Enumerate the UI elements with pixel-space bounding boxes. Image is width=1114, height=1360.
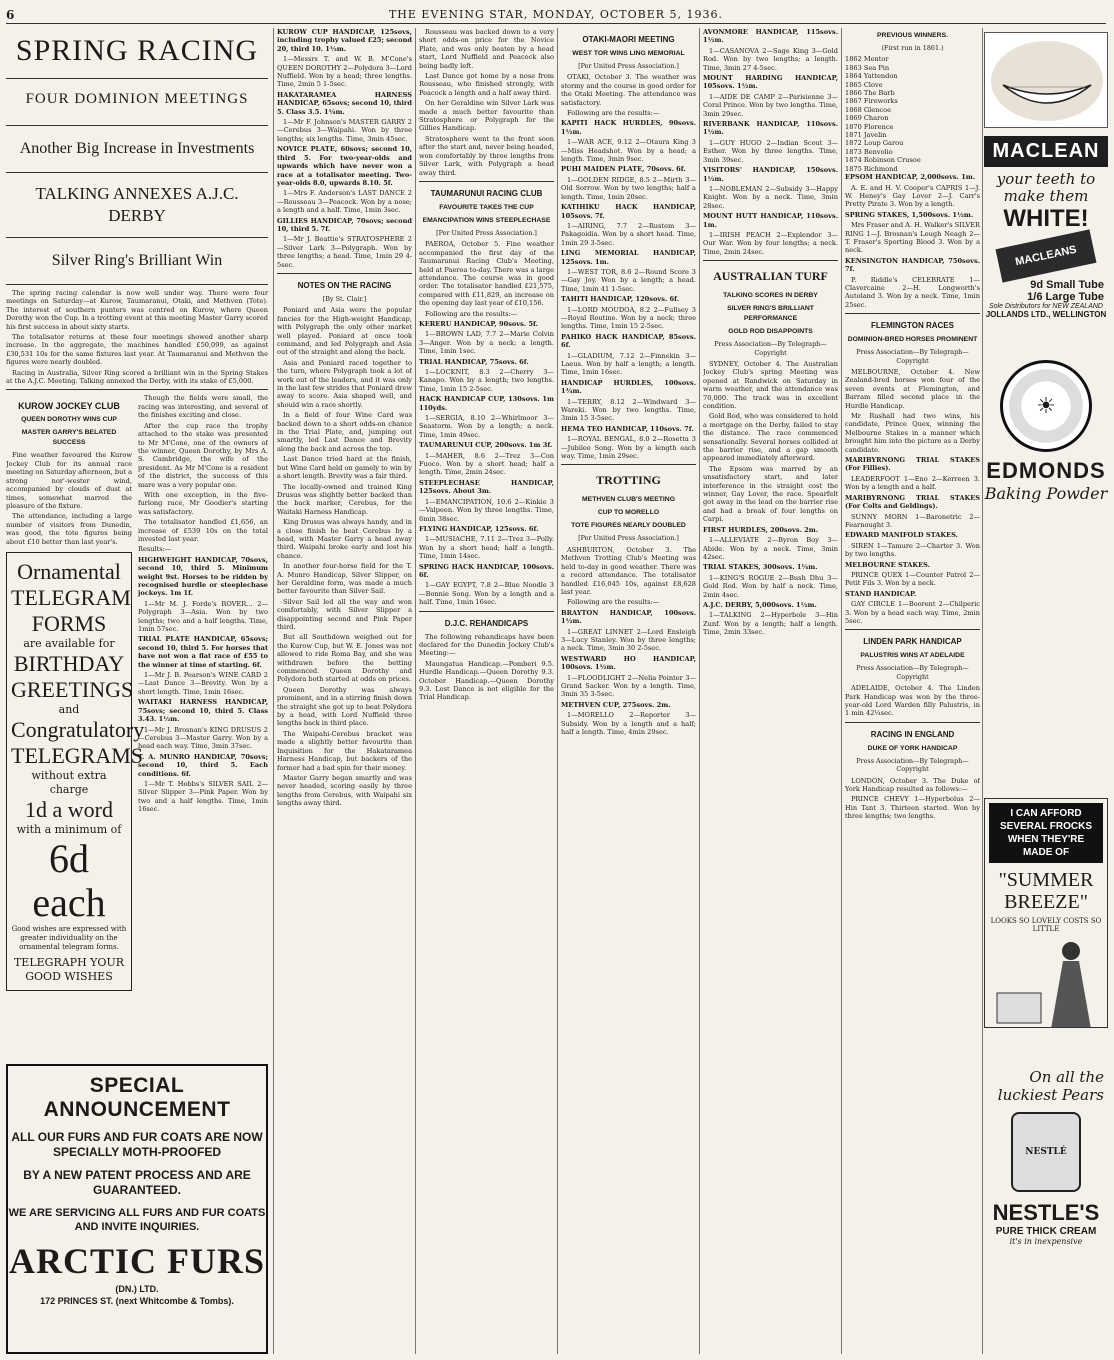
article-paragraph: But all Southdown weighed out for the Kurow Cup, but W. E. Jones was not allowed to ride Roma Bay, and she was withdrawn before the betting commenced. Queen Dorothy and Polydora both started at odds on prices. [277, 633, 412, 684]
results-label: Following are the results:— [425, 309, 518, 318]
lead-headline: SPRING RACING [15, 34, 259, 67]
lead-paragraph: The spring racing calendar is now well under way. There were four meetings on Saturday—at Kurow, Taumaranui, Otaki, and Methven (Tote). The interest of southern punters was centred on Kurow, where Queen Dorothy won the Cup. In a trotting event at this meeting Master Garry scored his first success in about sixty starts. [6, 289, 268, 331]
result-line: 1—Mr J. B. Pearson's WINE CARD 2—Last Dance 3—Brevity. Won by a short length. Time, 1min 16sec. [138, 671, 268, 696]
press-credit: Press Association—By Telegraph—Copyright [714, 340, 827, 357]
article-paragraph: Stratosphere went to the front soon after the start and, never being headed, won comfortably by three lengths from Silver Lark, with Polygraph a head away third. [419, 134, 554, 177]
result-line: LEADERFOOT 1—Eno 2—Kerreen 3. Won by a length and a half. [845, 474, 980, 492]
race-result: MARIBYRNONG TRIAL STAKES (For Fillies). [845, 456, 980, 473]
result-line: 1—WAR ACE, 9.12 2—Otaura King 3—Miss Headshot. Won by a head; a length. Time, 3min 9sec. [561, 138, 696, 164]
summer-breeze-brand: "SUMMER BREEZE" [998, 869, 1094, 913]
article-paragraph: Gold Rod, who was considered to hold a mortgage on the Derby, failed to stay the distance. The race commenced sensationally. Several horses collided at the barrier rise, and a gap smooth appeared immediately afterward. [703, 412, 838, 463]
trotting-subhead: TOTE FIGURES NEARLY DOUBLED [571, 522, 686, 530]
article-paragraph: Fine weather favoured the Kurow Jockey Club for its annual race meeting on Saturday afternoon, but a strong nor'-wester wind, accompanied by clouds of dust at times, somewhat marred the pleasure of the fixture. [6, 451, 133, 510]
maclean-distributor-name: JOLLANDS LTD., WELLINGTON [985, 310, 1107, 319]
previous-winners-sub: (First run in 1861.) [881, 44, 944, 52]
article-paragraph: PAEROA, October 5. Fine weather accompanied the first day of the Taumarunui Racing Club's Meeting, held at Paeroa to-day. There was a large attendance. The course was in good order. The totalisator handled £21,575, compared with £11,829, an increase on the opening day last year of £10,156. [419, 240, 554, 308]
telegram-ad-congrats: Congratulatory TELEGRAMS [11, 716, 145, 768]
article-paragraph: After the cup race the trophy attached to the stake was presented to Mr M'Cone, one of the owners of the winner, Queen Dorothy, by Mrs A. S. Cambridge, the wife of the president. As Mr M'Cone is a resident of the district, the success of this mare was a very popular one. [138, 421, 268, 489]
article-paragraph: The totalisator handled £1,656, an increase of £539 10s on the total invested last year. [138, 518, 268, 543]
article-paragraph: The attendance, including a large number of visitors from Dunedin, was good, the tote figures being about £10 better than last year's. [6, 512, 132, 546]
column-5 [703, 28, 838, 1354]
race-result: WAITAKI HARNESS HANDICAP, 75sovs; second 10, third 5. Class 3.43. 1½m. [138, 698, 268, 724]
result-line: 1—Mr M. J. Forde's ROVER... 2—Polygraph 3—Asia. Won by two lengths; two and a half lengths. Time, 1min 57sec. [138, 599, 268, 634]
race-result: TRIAL PLATE HANDICAP, 65sovs; second 10, third 5. For horses that have not won a flat race of £55 to the winner at time of starting. 6f. [138, 635, 268, 669]
flemington-subhead: DOMINION-BRED HORSES PROMINENT [847, 336, 978, 344]
special-ad-address: 172 PRINCES ST. (next Whitcombe & Tombs). [40, 1296, 234, 1306]
previous-winner-row: 1875 Richmond [845, 164, 898, 173]
result-line: 1—GUY HUGO 2—Indian Scout 3—Esther. Won by three lengths. Time, 3min 39sec. [703, 138, 838, 164]
kurow-subhead: MASTER GARRY'S BELATED SUCCESS [21, 429, 117, 447]
summer-breeze-ad [984, 798, 1108, 1028]
article-paragraph: Master Garry began smartly and was never headed, scoring easily by three lengths from Cerebus, with Waipahi six lengths away third. [277, 773, 412, 808]
press-credit: Press Association—By Telegraph—Copyright [856, 756, 969, 774]
smiling-face-icon [985, 33, 1108, 128]
previous-winner-row: 1872 Loup Garou [845, 139, 904, 148]
kurow-subhead: QUEEN DOROTHY WINS CUP [21, 416, 117, 424]
maclean-white: WHITE! [1003, 205, 1089, 232]
result-line: 1—GLADIUM, 7.12 2—Finnekin 3—Laeus. Won by half a length; a length. Time, 1min 16sec. [561, 351, 696, 377]
column-rule [273, 28, 274, 1354]
result-line: 1—CASANOVA 2—Sage King 3—Gold Rod. Won by two lengths; a length. Time, 3min 27 4-5sec. [703, 46, 838, 72]
nestle-brand: NESTLE'S [992, 1200, 1100, 1225]
result-line: 1—BROWN LAD, 7.7 2—Marie Colvin 3—Anger. Won by a neck; a length. Time, 1min 1sec. [419, 330, 554, 356]
nestle-product: PURE THICK CREAM [995, 1226, 1097, 1237]
result-line: 1—Mr J. Brosnan's KING DRUSUS 2—Cerebus 3—Master Garry. Won by a head each way. Time, 3min 37sec. [138, 725, 268, 751]
race-result: TAHITI HANDICAP, 120sovs. 6f. [561, 295, 679, 304]
race-result: EDWARD MANIFOLD STAKES. [845, 531, 958, 540]
column-1 [6, 28, 268, 1058]
maclean-price: 1/6 Large Tube [1027, 291, 1104, 303]
race-result: STAND HANDICAP. [845, 589, 917, 598]
australian-turf-heading: AUSTRALIAN TURF [713, 269, 828, 284]
article-paragraph: ADELAIDE, October 4. The Linden Park Handicap was won by the three-year-old Lord Warden filly Palustris, in 1 min 42¼sec. [845, 684, 980, 718]
race-result: KATIHIKU HACK HANDICAP, 105sovs. 7f. [561, 203, 696, 220]
race-result: STEEPLECHASE HANDICAP, 125sovs. About 3m. [419, 478, 554, 496]
race-result: TAUMARUNUI CUP, 200sovs. 1m 3f. [419, 441, 553, 450]
linden-subhead: PALUSTRIS WINS AT ADELAIDE [860, 652, 965, 660]
result-line: 1—Mrs F. Anderson's LAST DANCE 2—Rousseau 3—Peacock. Won by a nose; a length and a half. Time, 1min 3sec. [277, 189, 412, 215]
result-line: 1—Mr T. Hobbs's SILVER SAIL 2—Silver Slipper 3—Pink Paper. Won by two and a half lengths. Time, 1min 16sec. [138, 779, 268, 814]
taumarunui-subhead: FAVOURITE TAKES THE CUP [439, 203, 534, 211]
article-paragraph: In a field of four Wine Card was backed down to a short odds-on chance in the Trial Plate, and, jumping out smartly, led Last Dance and Brevity along the back and across the top. [277, 411, 412, 453]
nestle-footer: it's in inexpensive [1009, 1237, 1083, 1246]
race-result: AVONMORE HANDICAP, 115sovs. 1½m. [703, 28, 838, 45]
masthead-title: THE EVENING STAR, MONDAY, OCTOBER 5, 1936. [388, 8, 724, 21]
article-paragraph: The following rehandicaps have been declared for the Dunedin Jockey Club's Meeting:— [419, 632, 554, 658]
race-result: SPRING STAKES, 1,500sovs. 1½m. [845, 210, 974, 219]
race-result: HANDICAP HURDLES, 100sovs. 1¾m. [561, 378, 696, 396]
divider [6, 125, 268, 126]
race-result: HIGHWEIGHT HANDICAP, 70sovs, second 10, third 5. Minimum weight 9st. Horses to be ridden by recognised hurdle or steeplechase jockeys. 1m 1f. [138, 555, 268, 598]
article-paragraph: Last Dance got home by a nose from Rousseau, who finished strongly, with Peacock a length and a half away third. [419, 72, 554, 97]
previous-winner-row: 1874 Robinson Crusoe [845, 156, 921, 165]
race-result: HEMA TEO HANDICAP, 110sovs. 7f. [561, 424, 694, 433]
press-credit: Press Association—By Telegraph—Copyright [856, 348, 969, 365]
result-line: 1—ALLEVIATE 2—Byron Boy 3—Abide. Won by a neck. Time, 3min 42sec. [703, 536, 838, 561]
result-line: 1—AIDE DE CAMP 2—Parisienne 3—Coral Prince. Won by two lengths. Time, 3min 29sec. [703, 92, 838, 118]
nestle-tagline: On all the luckiest Pears [997, 1068, 1104, 1104]
lead-paragraph: Racing in Australia, Silver Ring scored a brilliant win in the Spring Stakes at the A.J.C. Meeting. Talking annexed the Derby, with its stake of £5,000. [6, 368, 268, 386]
column-6 [845, 28, 980, 1354]
race-result: FLYING HANDICAP, 125sovs. 6f. [419, 524, 539, 533]
divider [561, 464, 696, 465]
result-line: Mrs Fraser and A. H. Walker's SILVER RING 1—J. Brosnan's Lough Neagh 2—T. Fraser's Sporting Blood 3. Won by a neck. [845, 221, 980, 255]
race-result: NOVICE PLATE, 60sovs; second 10, third 5. For two-year-olds and upwards which have never won a race at a totalisator meeting. Two-year-olds 8.0, upwards 8.10. 5f. [277, 145, 412, 187]
divider [6, 78, 268, 79]
taumarunui-subhead: EMANCIPATION WINS STEEPLECHASE [422, 216, 551, 224]
result-line: 1—EMANCIPATION, 10.6 2—Kinkie 3—Valpeen. Won by three lengths. Time, 6min 38sec. [419, 497, 554, 523]
divider [419, 181, 554, 182]
trotting-subhead: CUP TO MORELLO [597, 509, 660, 517]
previous-winner-row: 1873 Benvolio [845, 147, 893, 156]
telegram-ad-title: Ornamental TELEGRAM FORMS [11, 558, 131, 636]
previous-winner-row: 1868 Glencoe [845, 105, 891, 114]
race-result: MOUNT HUTT HANDICAP, 110sovs. 1m. [703, 212, 838, 229]
divider [6, 237, 268, 238]
smile-illustration [984, 32, 1108, 128]
article-paragraph: MELBOURNE, October 4. New Zealand-bred horses won four of the seven events at Flemington, and Barram filled second place in the Hurdle Handicap. [845, 368, 980, 410]
result-line: 1—AIRING, 7.7 2—Rustem 3—Pakagoidia. Won by a short head. Time, 1min 29 3-5sec. [561, 221, 696, 247]
race-result: KENSINGTON HANDICAP, 750sovs. 7f. [845, 256, 980, 274]
notes-heading: NOTES ON THE RACING [297, 280, 392, 290]
result-line: 1—LORD MOUDOA, 8.2 2—Fullsey 3—Royal Routine. Won by a neck; three lengths. Time, 1min 15 2-5sec. [561, 305, 696, 331]
maclean-price: 9d Small Tube [1030, 279, 1104, 291]
results-label: Results:— [138, 545, 172, 554]
result-line: 1—TALKING 2—Hyperbole 3—Hin Zunf. Won by a length; half a length. Time, 2min 33sec. [703, 611, 838, 637]
race-result: HAKATARAMEA HARNESS HANDICAP, 65sovs; second 10, third 5. Class 3.5. 1¼m. [277, 90, 412, 116]
lead-deck-1: FOUR DOMINION MEETINGS [25, 91, 249, 107]
race-result: MARIBYRNONG TRIAL STAKES (For Colts and Geldings). [845, 493, 980, 511]
press-credit: [Per United Press Association.] [436, 228, 537, 237]
column-rule [982, 28, 983, 1354]
previous-winner-row: 1866 The Barb [845, 89, 895, 98]
result-line: 1—Messrs T. and W. B. M'Cone's QUEEN DOROTHY 2—Polydora 3—Lord Nuffield. Won by a head; three lengths. Time, 2min 5 1-5sec. [277, 55, 412, 89]
result-line: 1—WEST TOR, 8.6 2—Round Score 3—Gay Joy. Won by a length; a head. Time, 1min 41 1-5sec. [561, 267, 696, 293]
divider [845, 629, 980, 630]
race-result: RIVERBANK HANDICAP, 110sovs. 1½m. [703, 120, 838, 137]
result-line: 1—MORELLO 2—Reporter 3—Subsidy. Won by a length and a half; half a length. Time, 4min 29sec. [561, 711, 696, 736]
race-result: GILLIES HANDICAP, 70sovs; second 10, third 5. 7f. [277, 216, 412, 233]
race-result: KERERU HANDICAP, 90sovs. 5f. [419, 319, 538, 328]
result-line: 1—LOCKNIT, 8.3 2—Cherry 3—Kanapo. Won by a length; two lengths. Time, 1min 15 2-5sec. [419, 368, 554, 393]
race-result: TRIAL STAKES, 300sovs. 1¼m. [703, 563, 818, 572]
race-result: T. A. MUNRO HANDICAP, 70sovs; second 10, third 5. Each conditions. 6f. [138, 752, 268, 778]
press-credit: Press Association—By Telegraph—Copyright [856, 664, 969, 681]
column-3 [419, 28, 554, 1354]
article-paragraph: Last Dance tried hard at the finish, but Wine Card held on gamely to win by a short length. Brevity was a fair third. [277, 455, 412, 481]
race-result: KUROW CUP HANDICAP, 125sovs, including trophy valued £25; second 20, third 10. 1½m. [277, 28, 412, 53]
race-result: VISITORS' HANDICAP, 150sovs. 1½m. [703, 166, 838, 183]
article-paragraph: ASHBURTON, October 3. The Methven Trotting Club's Meeting was held to-day in good weather. There was a record attendance. The totalisator handled £16,045 10s, against £8,628 last year. [561, 545, 696, 596]
england-heading: RACING IN ENGLAND [870, 729, 955, 739]
race-result: PAHIKO HACK HANDICAP, 85sovs. 6f. [561, 332, 696, 350]
previous-winner-row: 1870 Florence [845, 122, 894, 131]
race-result: MELBOURNE STAKES. [845, 560, 930, 569]
flemington-heading: FLEMINGTON RACES [871, 321, 954, 331]
race-result: METHVEN CUP, 275sovs. 2m. [561, 700, 671, 709]
race-result: SPRING HACK HANDICAP, 100sovs. 6f. [419, 562, 554, 579]
result-line: 1—ROYAL BENGAL, 8.0 2—Rosetta 3—Jubilee Song. Won by a length each way. Time, 1min 29sec. [561, 435, 696, 461]
sure-to-rise-icon: ☀ [1000, 360, 1092, 452]
summer-breeze-headline: I CAN AFFORD SEVERAL FROCKS WHEN THEY'RE MADE OF [989, 803, 1103, 863]
result-line: A. E. and H. V. Cooper's CAPRIS 1—J. W. Heney's Gay Lover 2—J. Carr's Pretty Pirate 3. Won by a length. [845, 183, 980, 209]
result-line: 1—TERRY, 8.12 2—Windward 3—Wareki. Won by two lengths. Time, 3min 15 3-5sec. [561, 397, 696, 423]
article-paragraph: Though the fields were small, the racing was interesting, and several of the finishes exciting and close. [138, 394, 268, 420]
special-ad-sub: (DN.) LTD. [115, 1284, 159, 1294]
race-result: TRIAL HANDICAP, 75sovs. 6f. [419, 357, 529, 366]
result-line: 1—FLOODLIGHT 2—Nelia Pointer 3—Grand Sacker. Won by a length. Time, 3min 35 3-5sec. [561, 673, 696, 699]
article-paragraph: On her Geraldine win Silver Lark was made a much better favourite than Stratosphere or Polygraph for the Gillies Handicap. [419, 99, 554, 133]
article-paragraph: LONDON, October 3. The Duke of York Handicap resulted as follows:— [845, 776, 980, 794]
toothpaste-tube-icon: MACLEANS [996, 229, 1097, 282]
results-label: Following are the results:— [567, 109, 660, 118]
race-result: MOUNT HARDING HANDICAP, 105sovs. 1½m. [703, 74, 838, 91]
result-line: 1—MAHER, 8.6 2—Trez 3—Con Fuoco. Won by a short head; half a length. Time, 2min 24sec. [419, 451, 554, 477]
previous-winners-list [845, 55, 980, 173]
divider [6, 172, 268, 173]
edmonds-ad [984, 360, 1108, 530]
race-result: FIRST HURDLES, 200sovs. 2m. [703, 525, 819, 534]
divider [6, 284, 268, 285]
result-line: PRINCE QUEX 1—Counter Patrol 2—Petit Fils 3. Won by a neck. [845, 570, 980, 588]
article-paragraph: The locally-owned and trained King Drusus was slightly better backed than the back marker, Cerebus, for the Waitaki Harness Handicap. [277, 482, 412, 516]
kurow-heading: KUROW JOCKEY CLUB [18, 401, 120, 412]
previous-winner-row: 1864 Yattendon [845, 72, 898, 81]
telegram-ad-text: are available for [23, 636, 115, 650]
article-paragraph: The Epsom was marred by an unsatisfactory start, and later interference in the straight cost the winner, Gay Lover, the race. Spearfelt got away in the lead on the barrier rise and had a break of four lengths on Carpi. [703, 464, 838, 524]
article-paragraph: Poniard and Asia were the popular fancies for the High-weight Handicap, with Polygraph the only other market well played. Poniard at once took command, and led Polygraph and Asia out of the straight and along the back. [277, 306, 412, 357]
divider [6, 389, 268, 390]
arctic-furs-ad [6, 1064, 268, 1354]
result-line: GAY CIRCLE 1—Boorent 2—Chilperic 3. Won by a head each way. Time, 2min 5sec. [845, 600, 980, 625]
woman-figure-icon [991, 933, 1101, 1028]
article-paragraph: The Waipahi-Cerebus bracket was made a slightly better favourite than Inquisition for the Hakataramea Harness Handicap, but backers of the former had a bad spin for their money. [277, 729, 412, 772]
england-subhead: DUKE OF YORK HANDICAP [867, 744, 958, 752]
telegram-ad-minimum: 6d each [32, 835, 106, 925]
lead-deck-4: Silver Ring's Brilliant Win [51, 252, 223, 269]
divider [277, 273, 412, 274]
edmonds-brand: EDMONDS [986, 458, 1106, 483]
taumarunui-heading: TAUMARUNUI RACING CLUB [430, 188, 543, 198]
previous-winner-row: 1863 Sea Pin [845, 63, 890, 72]
telegram-ad-text: with a minimum of [16, 822, 122, 836]
divider [845, 313, 980, 314]
previous-winner-row: 1869 Charon [845, 114, 889, 123]
kurow-split [6, 394, 268, 990]
aus-subhead: TALKING SCORES IN DERBY [723, 292, 818, 300]
column-rule [557, 28, 558, 1354]
divider [845, 722, 980, 723]
article-paragraph: Mr Rushall had two wins, his candidate, Prince Quex, winning the Melbourne Stakes in a manner which brought him into the picture as a Derby candidate. [845, 412, 980, 454]
article-paragraph: Asia and Poniard raced together to the turn, where Polygraph took a lot of work out of the leaders, and it was only in the last few strides that Poniard drew away to score. Asia shaped well, and should win a race shortly. [277, 358, 412, 409]
press-credit: [Per United Press Association.] [578, 62, 679, 70]
aus-subhead: SILVER RING'S BRILLIANT PERFORMANCE [727, 305, 814, 323]
column-rule [841, 28, 842, 1354]
column-rule [699, 28, 700, 1354]
article-paragraph: SYDNEY, October 4. The Australian Jockey Club's spring Meeting was opened at Randwick on Saturday in warm weather, and the attendance was 70,000. The track was in excellent condition. [703, 359, 838, 410]
byline: [By St. Clair.] [322, 294, 367, 303]
result-line: P. Riddle's CELEBRATE 1—Clavercaine 2—H. Longworth's Autoland 3. Won by a neck. Time, 1min 25sec. [845, 275, 980, 309]
article-paragraph: In another four-horse field for the T. A. Munro Handicap, Silver Slipper, on her Geraldine form, was made a much better favourite than Silver Sail. [277, 562, 412, 596]
page-number: 6 [6, 8, 15, 22]
linden-heading: LINDEN PARK HANDICAP [863, 637, 962, 647]
press-credit: [Per United Press Association.] [578, 534, 679, 543]
result-line: 1—GOLDEN RIDGE, 8.5 2—Mirth 3—Old Sorrow. Won by two lengths; half a length. Time, 1min 20sec. [561, 175, 696, 201]
article-paragraph: Silver Sail led all the way and won comfortably, with Silver Slipper a disappointing second and Pink Paper third. [277, 597, 412, 631]
result-line: PRINCE CHEVY 1—Hyperbolus 2—Hin Tant 3. Thirteen started. Won by three lengths; two lengths. [845, 795, 980, 821]
previous-winner-row: 1871 Javelin [845, 131, 887, 140]
race-result: PUHI MAIDEN PLATE, 70sovs. 6f. [561, 165, 686, 174]
telegram-ad-text: Good wishes are expressed with greater individuality on the ornamental telegram forms. [11, 924, 127, 951]
right-ads-column [984, 28, 1108, 1354]
article-paragraph: Queen Dorothy was always prominent, and in a stirring finish down the straight she got up to beat Polydora by a head, with Lord Nuffield three lengths back in third place. [277, 685, 412, 728]
cream-tin-icon: NESTLÉ [1011, 1112, 1081, 1192]
maclean-distributor: Sole Distributors for NEW ZEALAND [989, 303, 1103, 310]
race-result: LING MEMORIAL HANDICAP, 125sovs. 1m. [561, 249, 696, 266]
result-line: 1—IRISH PEACH 2—Explendor 3—Our War. Won by four lengths; a neck. Time, 2min 24sec. [703, 230, 838, 256]
maclean-brand: MACLEAN [984, 136, 1108, 167]
telegram-ad-price: 1d a word [25, 796, 113, 822]
race-result: EPSOM HANDICAP, 2,000sovs. 1m. [845, 173, 976, 182]
previous-winner-row: 1867 Fireworks [845, 97, 898, 106]
article-paragraph: King Drusus was always handy, and in a close finish he beat Cerebus by a head, with Master Garry a head away third. Waipahi broke early and lost his chance. [277, 518, 412, 560]
special-ad-line: BY A NEW PATENT PROCESS AND ARE GUARANTEED. [23, 1168, 251, 1197]
result-line: 1—Mr F. Johnson's MASTER GARRY 2—Cerebus 3—Waipahi. Won by three lengths; six lengths. Time, 3min 45sec. [277, 118, 412, 143]
divider [419, 611, 554, 612]
previous-winners-heading: PREVIOUS WINNERS. [877, 32, 948, 39]
lead-deck-3: TALKING ANNEXES A.J.C. DERBY [35, 184, 239, 225]
previous-winner-row: 1862 Mentor [845, 55, 889, 64]
kurow-right [138, 394, 268, 990]
nestle-ad [984, 1068, 1108, 1354]
telegram-ad-tagline: TELEGRAPH YOUR GOOD WISHES [13, 955, 125, 983]
otaki-heading: OTAKI-MAORI MEETING [582, 35, 675, 44]
result-line: 1—Mr J. Beattie's STRATOSPHERE 2—Silver Lark 3—Polygraph. Won by three lengths; a head. Time, 1min 29 4-5sec. [277, 235, 412, 269]
summer-breeze-tagline: LOOKS SO LOVELY COSTS SO LITTLE [990, 917, 1102, 933]
race-result: KAPITI HACK HURDLES, 90sovs. 1½m. [561, 119, 696, 136]
special-ad-title: SPECIAL ANNOUNCEMENT [43, 1074, 231, 1121]
telegram-ad [6, 552, 145, 991]
result-line: 1—NOBLEMAN 2—Subsidy 3—Happy Knight. Won by a neck. Time, 3min 28sec. [703, 184, 838, 210]
result-line: SIREN 1—Tamure 2—Charter 3. Won by two lengths. [845, 541, 980, 559]
race-result: BRAYTON HANDICAP, 100sovs. 1½m. [561, 608, 696, 626]
column-2 [277, 28, 412, 1354]
divider [703, 260, 838, 261]
column-4 [561, 28, 696, 1354]
djc-heading: D.J.C. REHANDICAPS [444, 618, 529, 628]
result-line: 1—KING'S ROGUE 2—Bush Dhu 3—Gold Rod. Won by half a neck. Time, 2min 4sec. [703, 573, 838, 599]
article-paragraph: OTAKI, October 3. The weather was stormy and the course in good order for the Otaki Meeting. The attendance was satisfactory. [561, 73, 696, 107]
result-line: 1—SERGIA, 8.10 2—Whirlmoor 3—Seastorm. Won by a length; a neck. Time, 1min 49sec. [419, 414, 554, 439]
telegram-ad-text: and [58, 702, 80, 716]
telegram-ad-birthday: BIRTHDAY GREETINGS [11, 650, 134, 702]
aus-subhead: GOLD ROD DISAPPOINTS [728, 328, 813, 336]
race-result: A.J.C. DERBY, 5,000sovs. 1½m. [703, 600, 817, 609]
lead-paragraph: The totalisator returns at these four meetings showed another sharp increase. In the aggregate, the machines handled £50,099, as against £30,531 10s for the same fixtures last year. At Taumaranui and Methven the figures were nearly doubled. [6, 333, 268, 367]
maclean-ad [984, 136, 1108, 346]
article-paragraph: With one exception, in the five-furlong race, Mr Goodier's starting was satisfactory. [138, 490, 268, 516]
previous-winner-row: 1865 Clove [845, 80, 883, 89]
result-line: 1—GAY EGYPT, 7.8 2—Blue Noodle 3—Bonnie Song. Won by a length and a half. Time, 1min 16sec. [419, 581, 554, 607]
edmonds-product: Baking Powder [984, 484, 1108, 503]
masthead [6, 6, 1106, 24]
maclean-tagline: your teeth to make them [996, 170, 1096, 205]
race-result: HACK HANDICAP CUP, 130sovs. 1m 110yds. [419, 395, 554, 412]
result-line: Maungatua Handicap.—Pomberi 9.5. Hurdle Handicap.—Queen Dorothy 9.3. October Handicap.—Queen Dorothy 9.3. Lost Dance is not eligible for the Trial Handicap. [419, 659, 554, 702]
result-line: 1—GREAT LINNET 2—Lord Ensleigh 3—Lucy Stanley. Won by three lengths; a neck. Time, 3min 30 2-5sec. [561, 627, 696, 653]
special-ad-line: WE ARE SERVICING ALL FURS AND FUR COATS AND INVITE INQUIRIES. [8, 1207, 266, 1233]
result-line: SUNNY MORN 1—Baronetric 2—Fearnought 3. [845, 512, 980, 529]
column-rule [415, 28, 416, 1354]
special-ad-line: ALL OUR FURS AND FUR COATS ARE NOW SPECIALLY MOTH-PROOFED [11, 1130, 263, 1159]
results-label: Following are the results:— [567, 598, 660, 607]
result-line: 1—MUSIACHE, 7.11 2—Trez 3—Polly. Won by a short head; half a length. Time, 1min 14sec. [419, 535, 554, 561]
otaki-subhead: WEST TOR WINS LING MEMORIAL [572, 50, 685, 57]
lead-deck-2: Another Big Increase in Investments [19, 140, 255, 157]
telegram-ad-text: without extra charge [31, 768, 107, 796]
race-result: WESTWARD HO HANDICAP, 100sovs. 1½m. [561, 654, 696, 672]
special-ad-brand: ARCTIC FURS [8, 1241, 266, 1281]
article-paragraph: Rousseau was backed down to a very short odds-on price for the Novice Plate, and was only beaten by a head start, Lord Nuffield and Peacock also being badly left. [419, 28, 554, 70]
kurow-left [6, 394, 145, 990]
trotting-heading: TROTTING [596, 473, 661, 488]
trotting-subhead: METHVEN CLUB'S MEETING [582, 496, 675, 504]
